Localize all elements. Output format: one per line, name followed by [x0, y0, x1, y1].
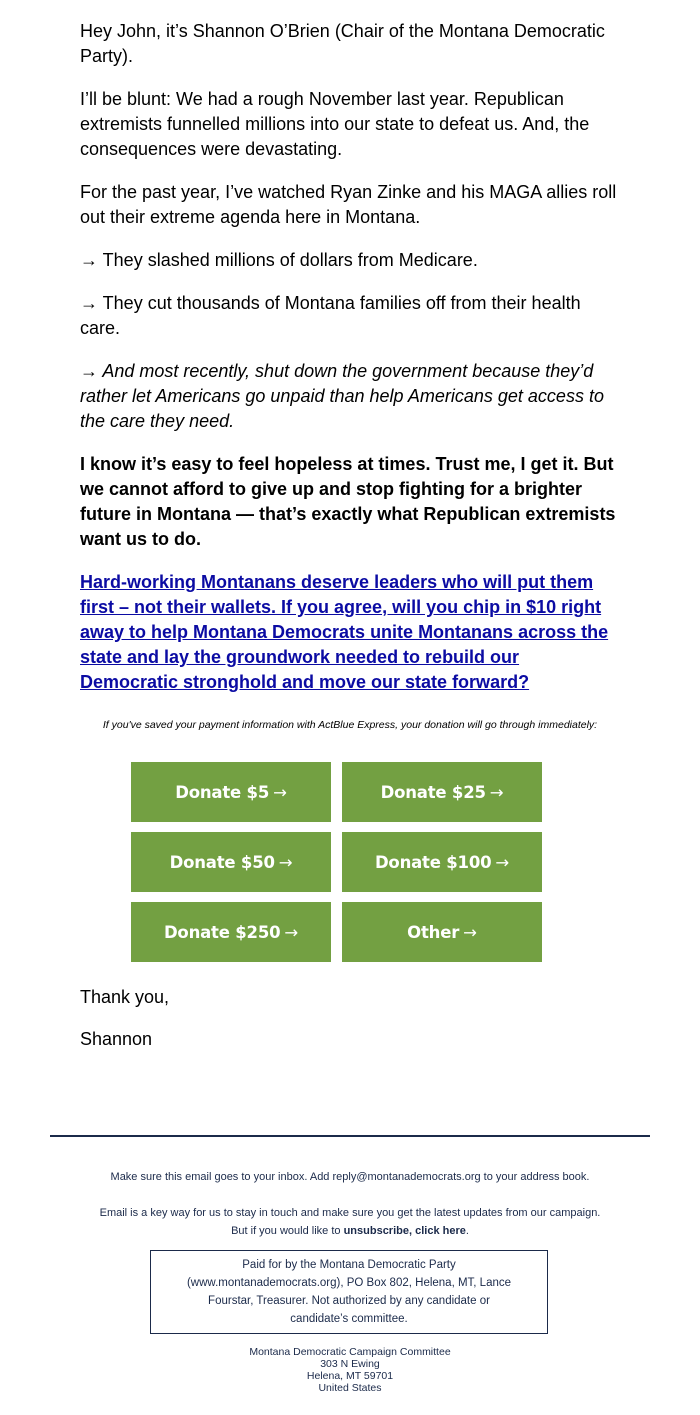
- arrow-right-icon: →: [495, 852, 510, 872]
- donate-5-button[interactable]: [131, 762, 331, 822]
- shutdown-bullet: → And most recently, shut down the government because they’d rather let Americans go unpaid than help Americans get access to the care they need.: [80, 361, 604, 431]
- donate-100-label: Donate $100: [374, 852, 492, 872]
- donate-250-label: Donate $250: [163, 922, 281, 942]
- hopeless-paragraph: I know it’s easy to feel hopeless at times. Trust me, I get it. But we cannot afford to give up and stop fighting for a brighter future in Montana — that’s exactly what Republican extremists want us to do.: [80, 454, 616, 549]
- address-city: Helena, MT 59701: [306, 1370, 394, 1382]
- actblue-express-note: If you've saved your payment information with ActBlue Express, your donation will go through immediately:: [102, 719, 598, 731]
- health-care-bullet: → They cut thousands of Montana families off from their health care.: [80, 293, 581, 338]
- arrow-right-icon: →: [489, 782, 504, 802]
- medicare-bullet: → They slashed millions of dollars from Medicare.: [80, 250, 478, 270]
- donate-50-button[interactable]: [131, 832, 331, 892]
- unsubscribe-link[interactable]: unsubscribe, click here: [343, 1225, 466, 1237]
- inbox-note: Make sure this email goes to your inbox. Add reply@montanademocrats.org to your address book.: [110, 1171, 590, 1183]
- address-org: Montana Democratic Campaign Committee: [249, 1346, 451, 1358]
- blunt-paragraph: I’ll be blunt: We had a rough November last year. Republican extremists funnelled millions into our state to defeat us. And, the consequences were devastating.: [80, 89, 590, 159]
- paid-for-disclaimer: Paid for by the Montana Democratic Party (www.montanademocrats.org), PO Box 802, Helena, MT, Lance Fourstar, Treasurer. Not authorized by any candidate or candidate’s committee.: [186, 1259, 512, 1325]
- stay-in-touch-note: Email is a key way for us to stay in touch and make sure you get the latest updates from our campaign.: [99, 1207, 601, 1219]
- arrow-right-icon: →: [273, 782, 287, 802]
- footer-divider: [50, 1135, 650, 1137]
- past-year-paragraph: For the past year, I’ve watched Ryan Zinke and his MAGA allies roll out their extreme agenda here in Montana.: [80, 182, 617, 227]
- donate-25-button[interactable]: [342, 762, 542, 822]
- unsubscribe-prefix: But if you would like to: [231, 1225, 341, 1237]
- signature: Shannon: [80, 1029, 153, 1049]
- thank-you-line: Thank you,: [80, 987, 170, 1007]
- greeting-paragraph: Hey John, it’s Shannon O’Brien (Chair of the Montana Democratic Party).: [80, 21, 605, 66]
- donate-5-label: Donate $5: [175, 782, 270, 802]
- donate-100-button[interactable]: [342, 832, 542, 892]
- unsubscribe-suffix: .: [465, 1225, 469, 1237]
- arrow-right-icon: →: [278, 852, 293, 872]
- unsubscribe-line: [0, 1224, 700, 1238]
- mailing-address: [0, 1346, 700, 1394]
- donate-other-label: Other: [407, 922, 460, 942]
- address-country: United States: [318, 1382, 382, 1394]
- address-street: 303 N Ewing: [320, 1358, 380, 1370]
- donation-ask-link[interactable]: Hard-working Montanans deserve leaders who will put them first – not their wallets. If you agree, will you chip in $10 right away to help Montana Democrats unite Montanans across the state and lay the groundwork needed to rebuild our Democratic stronghold and move our state forward?: [80, 572, 609, 692]
- donate-250-button[interactable]: [131, 902, 331, 962]
- arrow-right-icon: →: [284, 922, 299, 942]
- arrow-right-icon: →: [463, 922, 477, 942]
- donate-50-label: Donate $50: [169, 852, 275, 872]
- donate-other-button[interactable]: [342, 902, 542, 962]
- donate-25-label: Donate $25: [380, 782, 486, 802]
- paid-for-disclaimer-box: [150, 1250, 548, 1334]
